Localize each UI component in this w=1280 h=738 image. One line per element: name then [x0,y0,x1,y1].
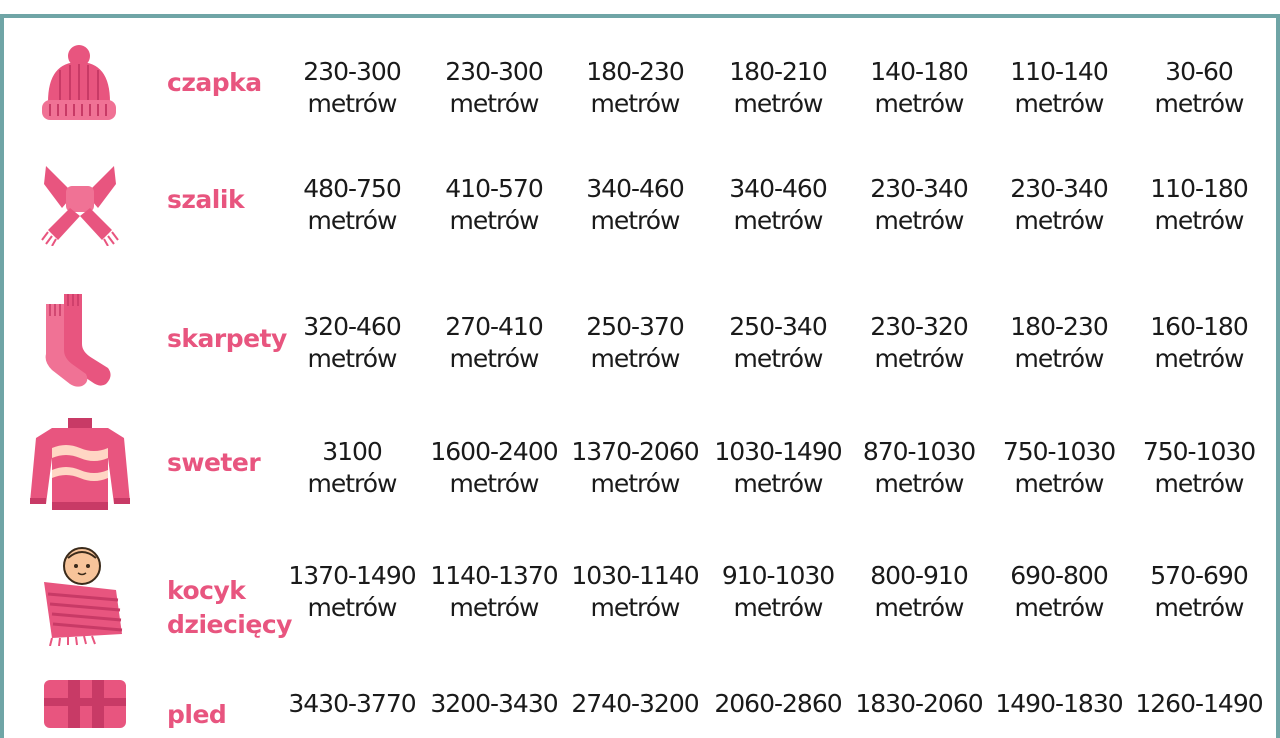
table-cell: 320-460 metrów [303,312,401,373]
table-cell: 1030-1490 metrów [714,437,842,498]
table-cell: 230-340 metrów [1010,174,1108,235]
table-cell: 230-300 metrów [303,57,401,118]
table-cell: 910-1030 metrów [721,561,835,622]
table-cell: 230-300 metrów [445,57,543,118]
table-cell: 110-180 metrów [1150,174,1248,235]
item-name-line1: kocyk [167,576,246,605]
table-cell: 750-1030 metrów [1142,437,1256,498]
table-cell: 30-60 metrów [1154,57,1244,118]
table-cell: 250-370 metrów [586,312,684,373]
cropped-header-row [0,0,1280,18]
table-cell: 110-140 metrów [1010,57,1108,118]
hat-icon [34,44,124,129]
table-cell: 1370-2060 metrów [571,437,699,498]
item-name: skarpety [167,324,287,353]
table-cell: 180-230 metrów [1010,312,1108,373]
table-cell: 160-180 metrów [1150,312,1248,373]
table-cell: 3100 metrów [307,437,397,498]
table-cell: 1260-1490 [1135,689,1263,718]
table-cell: 230-320 metrów [870,312,968,373]
item-name-line2: dziecięcy [167,610,292,639]
table-cell: 3430-3770 [288,689,416,718]
table-cell: 870-1030 metrów [862,437,976,498]
table-cell: 690-800 metrów [1010,561,1108,622]
table-cell: 3200-3430 [430,689,558,718]
item-name: pled [167,700,227,729]
baby-blanket-icon [38,542,124,651]
table-cell: 230-340 metrów [870,174,968,235]
table-cell: 140-180 metrów [870,57,968,118]
table-cell: 180-210 metrów [729,57,827,118]
table-cell: 480-750 metrów [303,174,401,235]
table-cell: 270-410 metrów [445,312,543,373]
socks-icon [42,292,114,395]
item-name: szalik [167,185,245,214]
table-cell: 570-690 metrów [1150,561,1248,622]
table-cell: 1030-1140 metrów [571,561,699,622]
table-cell: 180-230 metrów [586,57,684,118]
table-cell: 2060-2860 [714,689,842,718]
table-cell: 800-910 metrów [870,561,968,622]
item-name: sweter [167,448,261,477]
blanket-icon [42,678,128,733]
table-cell: 1370-1490 metrów [288,561,416,622]
table-cell: 250-340 metrów [729,312,827,373]
scarf-icon [40,160,120,251]
item-name: czapka [167,68,262,97]
table-cell: 1600-2400 metrów [430,437,558,498]
table-cell: 340-460 metrów [586,174,684,235]
table-cell: 1140-1370 metrów [430,561,558,622]
sweater-icon [28,418,132,519]
table-cell: 750-1030 metrów [1002,437,1116,498]
table-cell: 2740-3200 [571,689,699,718]
table-cell: 1830-2060 [855,689,983,718]
yarn-table [4,18,1276,738]
table-cell: 1490-1830 [995,689,1123,718]
table-cell: 340-460 metrów [729,174,827,235]
table-cell: 410-570 metrów [445,174,543,235]
